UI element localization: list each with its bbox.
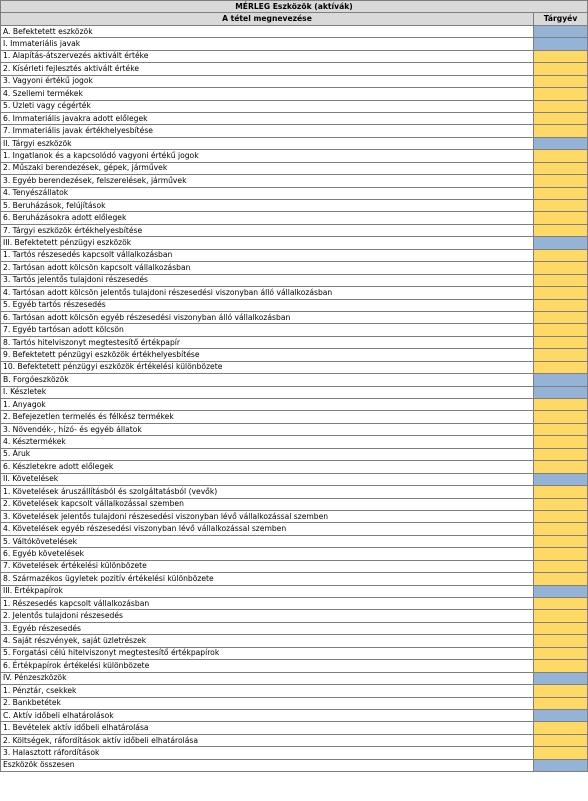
row-label[interactable]: 5. Áruk <box>1 448 534 460</box>
value-input-cell[interactable] <box>534 125 588 137</box>
table-row <box>1 88 588 100</box>
table-row <box>1 647 588 659</box>
value-input-cell[interactable] <box>534 112 588 124</box>
table-row <box>1 100 588 112</box>
value-input-cell[interactable] <box>534 548 588 560</box>
row-label[interactable]: 1. Bevételek aktív időbeli elhatárolása <box>1 722 534 734</box>
row-label[interactable]: II. Tárgyi eszközök <box>1 137 534 149</box>
table-row <box>1 374 588 386</box>
table-row <box>1 759 588 771</box>
row-label[interactable]: 3. Vagyoni értékű jogok <box>1 75 534 87</box>
table-row <box>1 212 588 224</box>
value-input-cell[interactable] <box>534 523 588 535</box>
table-row <box>1 734 588 746</box>
value-input-cell[interactable] <box>534 598 588 610</box>
row-label[interactable]: 6. Egyéb követelések <box>1 548 534 560</box>
row-label[interactable]: C. Aktív időbeli elhatárolások <box>1 709 534 721</box>
row-label[interactable]: 6. Beruházásokra adott előlegek <box>1 212 534 224</box>
table-row <box>1 585 588 597</box>
row-label[interactable]: 1. Követelések áruszállításból és szolgáltatásból (vevők) <box>1 486 534 498</box>
section-value-cell[interactable] <box>534 386 588 398</box>
table-row <box>1 224 588 236</box>
row-label[interactable]: 8. Tartós hitelviszonyt megtestesítő értékpapír <box>1 336 534 348</box>
row-label[interactable]: 8. Származékos ügyletek pozitív értékelési különbözete <box>1 573 534 585</box>
table-row <box>1 635 588 647</box>
value-input-cell[interactable] <box>534 510 588 522</box>
row-label[interactable]: 1. Ingatlanok és a kapcsolódó vagyoni értékű jogok <box>1 150 534 162</box>
value-input-cell[interactable] <box>534 75 588 87</box>
row-label[interactable]: A. Befektetett eszközök <box>1 25 534 37</box>
value-input-cell[interactable] <box>534 100 588 112</box>
row-label[interactable]: 2. Követelések kapcsolt vállalkozással szemben <box>1 498 534 510</box>
value-input-cell[interactable] <box>534 324 588 336</box>
value-input-cell[interactable] <box>534 660 588 672</box>
table-row <box>1 349 588 361</box>
value-input-cell[interactable] <box>534 224 588 236</box>
table-row <box>1 237 588 249</box>
table-row <box>1 75 588 87</box>
table-row <box>1 162 588 174</box>
value-input-cell[interactable] <box>534 610 588 622</box>
table-row <box>1 461 588 473</box>
value-input-cell[interactable] <box>534 573 588 585</box>
value-input-cell[interactable] <box>534 647 588 659</box>
value-input-cell[interactable] <box>534 436 588 448</box>
row-label[interactable]: 1. Részesedés kapcsolt vállalkozásban <box>1 598 534 610</box>
value-input-cell[interactable] <box>534 622 588 634</box>
row-label[interactable]: III. Értékpapírok <box>1 585 534 597</box>
value-input-cell[interactable] <box>534 411 588 423</box>
section-value-cell[interactable] <box>534 672 588 684</box>
row-label[interactable]: 1. Alapítás-átszervezés aktivált értéke <box>1 50 534 62</box>
table-row <box>1 473 588 485</box>
value-input-cell[interactable] <box>534 50 588 62</box>
table-row <box>1 598 588 610</box>
value-input-cell[interactable] <box>534 697 588 709</box>
row-label[interactable]: 5. Forgatási célú hitelviszonyt megtestesítő értékpapírok <box>1 647 534 659</box>
value-input-cell[interactable] <box>534 448 588 460</box>
table-row <box>1 672 588 684</box>
table-row <box>1 287 588 299</box>
row-label[interactable]: 4. Saját részvények, saját üzletrészek <box>1 635 534 647</box>
table-row <box>1 336 588 348</box>
section-value-cell[interactable] <box>534 709 588 721</box>
table-row <box>1 548 588 560</box>
row-label[interactable]: 2. Műszaki berendezések, gépek, járművek <box>1 162 534 174</box>
value-input-cell[interactable] <box>534 200 588 212</box>
table-row <box>1 486 588 498</box>
title-row <box>1 1 588 13</box>
row-label[interactable]: 7. Követelések értékelési különbözete <box>1 560 534 572</box>
table-row <box>1 535 588 547</box>
row-label[interactable]: 4. Késztermékek <box>1 436 534 448</box>
row-label[interactable]: B. Forgóeszközök <box>1 374 534 386</box>
row-label[interactable]: 10. Befektetett pénzügyi eszközök értékelési különbözete <box>1 361 534 373</box>
row-label[interactable]: 3. Növendék-, hízó- és egyéb állatok <box>1 423 534 435</box>
row-label[interactable]: 2. Bankbetétek <box>1 697 534 709</box>
value-input-cell[interactable] <box>534 88 588 100</box>
table-row <box>1 324 588 336</box>
table-row <box>1 175 588 187</box>
table-row <box>1 722 588 734</box>
table-row <box>1 50 588 62</box>
row-label[interactable]: IV. Pénzeszközök <box>1 672 534 684</box>
value-input-cell[interactable] <box>534 349 588 361</box>
row-label[interactable]: 7. Egyéb tartósan adott kölcsön <box>1 324 534 336</box>
value-input-cell[interactable] <box>534 311 588 323</box>
row-label[interactable]: 2. Kísérleti fejlesztés aktivált értéke <box>1 63 534 75</box>
row-label[interactable]: 5. Egyéb tartós részesedés <box>1 299 534 311</box>
value-input-cell[interactable] <box>534 498 588 510</box>
table-row <box>1 622 588 634</box>
table-row <box>1 187 588 199</box>
table-row <box>1 510 588 522</box>
table-row <box>1 274 588 286</box>
value-input-cell[interactable] <box>534 747 588 759</box>
header-row <box>1 13 588 25</box>
table-row <box>1 299 588 311</box>
table-row <box>1 262 588 274</box>
section-value-cell[interactable] <box>534 25 588 37</box>
table-row <box>1 63 588 75</box>
section-value-cell[interactable] <box>534 374 588 386</box>
row-label[interactable]: 3. Tartós jelentős tulajdoni részesedés <box>1 274 534 286</box>
value-input-cell[interactable] <box>534 162 588 174</box>
value-input-cell[interactable] <box>534 212 588 224</box>
value-input-cell[interactable] <box>534 461 588 473</box>
table-row <box>1 747 588 759</box>
value-input-cell[interactable] <box>534 722 588 734</box>
row-label[interactable]: 7. Tárgyi eszközök értékhelyesbítése <box>1 224 534 236</box>
row-label[interactable]: 2. Tartósan adott kölcsön kapcsolt vállalkozásban <box>1 262 534 274</box>
table-row <box>1 610 588 622</box>
section-value-cell[interactable] <box>534 759 588 771</box>
value-input-cell[interactable] <box>534 399 588 411</box>
row-label[interactable]: 7. Immateriális javak értékhelyesbítése <box>1 125 534 137</box>
section-value-cell[interactable] <box>534 473 588 485</box>
value-input-cell[interactable] <box>534 635 588 647</box>
table-row <box>1 137 588 149</box>
row-label[interactable]: 5. Üzleti vagy cégérték <box>1 100 534 112</box>
row-label[interactable]: 6. Immateriális javakra adott előlegek <box>1 112 534 124</box>
row-label[interactable]: 1. Anyagok <box>1 399 534 411</box>
table-body <box>1 25 588 771</box>
table-row <box>1 38 588 50</box>
table-row <box>1 523 588 535</box>
table-row <box>1 125 588 137</box>
value-input-cell[interactable] <box>534 423 588 435</box>
sheet-title: MÉRLEG Eszközök (aktívák) <box>1 1 588 13</box>
table-row <box>1 498 588 510</box>
row-label[interactable]: II. Követelések <box>1 473 534 485</box>
value-input-cell[interactable] <box>534 249 588 261</box>
value-input-cell[interactable] <box>534 560 588 572</box>
row-label[interactable]: 6. Értékpapírok értékelési különbözete <box>1 660 534 672</box>
section-value-cell[interactable] <box>534 38 588 50</box>
table-row <box>1 436 588 448</box>
table-row <box>1 709 588 721</box>
table-row <box>1 311 588 323</box>
section-value-cell[interactable] <box>534 237 588 249</box>
table-row <box>1 573 588 585</box>
table-row <box>1 560 588 572</box>
row-label[interactable]: III. Befektetett pénzügyi eszközök <box>1 237 534 249</box>
table-row <box>1 112 588 124</box>
row-label[interactable]: 3. Egyéb berendezések, felszerelések, járművek <box>1 175 534 187</box>
value-input-cell[interactable] <box>534 63 588 75</box>
value-input-cell[interactable] <box>534 262 588 274</box>
table-row <box>1 399 588 411</box>
table-row <box>1 411 588 423</box>
row-label[interactable]: Eszközök összesen <box>1 759 534 771</box>
value-input-cell[interactable] <box>534 734 588 746</box>
row-label[interactable]: 4. Tartósan adott kölcsön jelentős tulajdoni részesedési viszonyban álló vállalkozásban <box>1 287 534 299</box>
row-label[interactable]: I. Immateriális javak <box>1 38 534 50</box>
row-label[interactable]: 2. Jelentős tulajdoni részesedés <box>1 610 534 622</box>
value-input-cell[interactable] <box>534 287 588 299</box>
value-input-cell[interactable] <box>534 535 588 547</box>
row-label[interactable]: 3. Egyéb részesedés <box>1 622 534 634</box>
row-label[interactable]: 6. Készletekre adott előlegek <box>1 461 534 473</box>
column-header-name: A tétel megnevezése <box>1 13 534 25</box>
table-row <box>1 150 588 162</box>
row-label[interactable]: 1. Pénztár, csekkek <box>1 685 534 697</box>
row-label[interactable]: 5. Beruházások, felújítások <box>1 200 534 212</box>
value-input-cell[interactable] <box>534 685 588 697</box>
table-row <box>1 249 588 261</box>
row-label[interactable]: I. Készletek <box>1 386 534 398</box>
value-input-cell[interactable] <box>534 361 588 373</box>
section-value-cell[interactable] <box>534 137 588 149</box>
section-value-cell[interactable] <box>534 585 588 597</box>
row-label[interactable]: 4. Tenyészállatok <box>1 187 534 199</box>
row-label[interactable]: 2. Költségek, ráfordítások aktív időbeli elhatárolása <box>1 734 534 746</box>
row-label[interactable]: 2. Befejezetlen termelés és félkész termékek <box>1 411 534 423</box>
table-row <box>1 660 588 672</box>
row-label[interactable]: 9. Befektetett pénzügyi eszközök értékhelyesbítése <box>1 349 534 361</box>
value-input-cell[interactable] <box>534 150 588 162</box>
row-label[interactable]: 3. Követelések jelentős tulajdoni részesedési viszonyban lévő vállalkozással szemben <box>1 510 534 522</box>
table-row <box>1 361 588 373</box>
value-input-cell[interactable] <box>534 336 588 348</box>
row-label[interactable]: 1. Tartós részesedés kapcsolt vállalkozásban <box>1 249 534 261</box>
table-row <box>1 697 588 709</box>
table-row <box>1 423 588 435</box>
value-input-cell[interactable] <box>534 299 588 311</box>
value-input-cell[interactable] <box>534 187 588 199</box>
value-input-cell[interactable] <box>534 274 588 286</box>
row-label[interactable]: 6. Tartósan adott kölcsön egyéb részesedési viszonyban álló vállalkozásban <box>1 311 534 323</box>
value-input-cell[interactable] <box>534 486 588 498</box>
row-label[interactable]: 3. Halasztott ráfordítások <box>1 747 534 759</box>
row-label[interactable]: 4. Követelések egyéb részesedési viszonyban lévő vállalkozással szemben <box>1 523 534 535</box>
column-header-value: Tárgyév <box>534 13 588 25</box>
row-label[interactable]: 4. Szellemi termékek <box>1 88 534 100</box>
table-row <box>1 448 588 460</box>
table-row <box>1 685 588 697</box>
row-label[interactable]: 5. Váltókövetelések <box>1 535 534 547</box>
table-row <box>1 25 588 37</box>
table-row <box>1 200 588 212</box>
value-input-cell[interactable] <box>534 175 588 187</box>
table-row <box>1 386 588 398</box>
